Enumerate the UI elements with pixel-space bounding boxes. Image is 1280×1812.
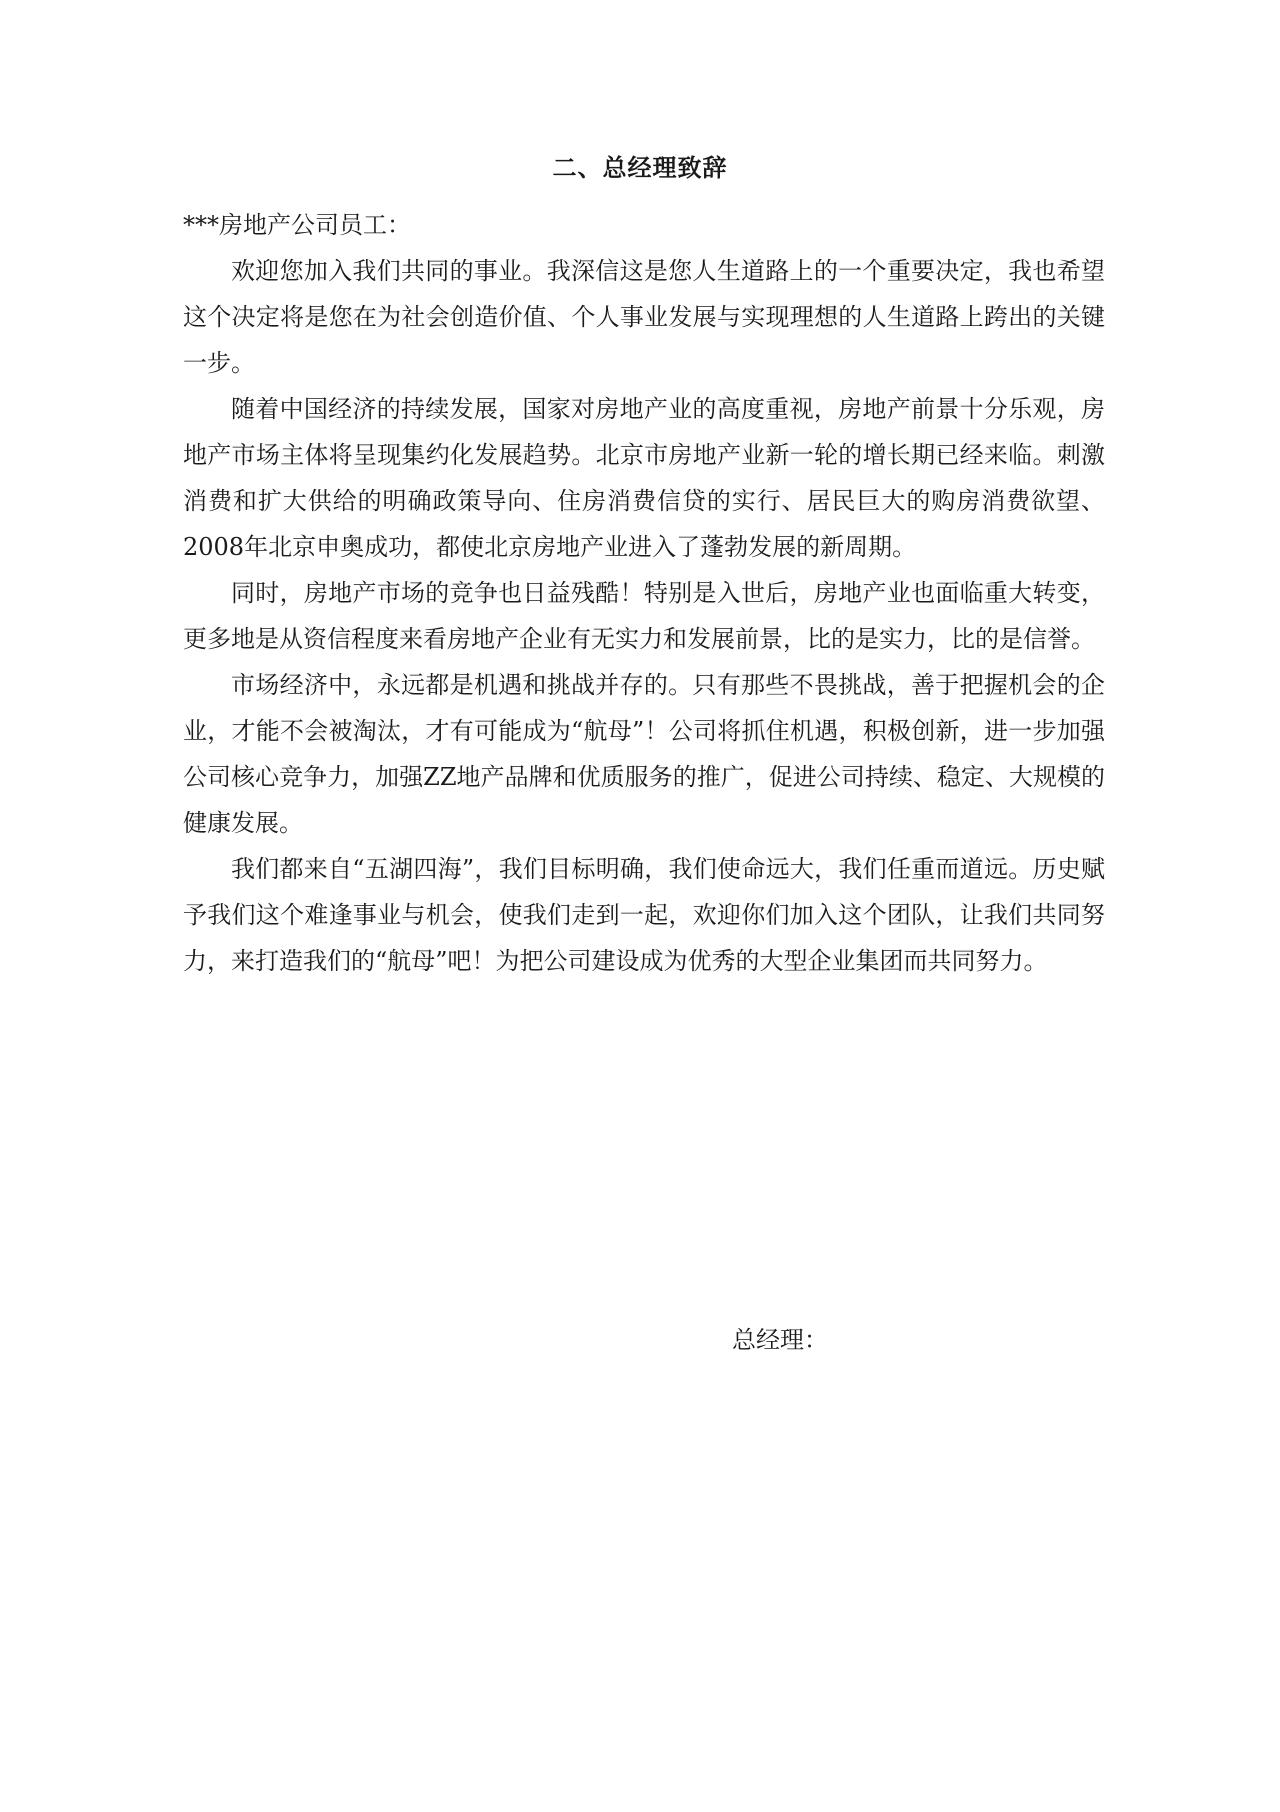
signature-label: 总经理： xyxy=(732,1326,828,1354)
letter-body xyxy=(183,202,1105,984)
paragraph-closing: 我们都来自“五湖四海”，我们目标明确，我们使命远大，我们任重而道远。历史赋予我们这个难逢事业与机会，使我们走到一起，欢迎你们加入这个团队，让我们共同努力，来打造我们的“航母”吧！为把公司建设成为优秀的大型企业集团而共同努力。 xyxy=(183,855,1105,975)
paragraph-competition: 同时，房地产市场的竞争也日益残酷！特别是入世后，房地产业也面临重大转变，更多地是从资信程度来看房地产企业有无实力和发展前景，比的是实力，比的是信誉。 xyxy=(183,579,1105,653)
salutation: ***房地产公司员工： xyxy=(183,211,411,239)
paragraph-development: 随着中国经济的持续发展，国家对房地产业的高度重视，房地产前景十分乐观，房地产市场主体将呈现集约化发展趋势。北京市房地产业新一轮的增长期已经来临。刺激消费和扩大供给的明确政策导向、住房消费信贷的实行、居民巨大的购房消费欲望、2008年北京申奥成功，都使北京房地产业进入了蓬勃发展的新周期。 xyxy=(183,395,1105,561)
paragraph-welcome: 欢迎您加入我们共同的事业。我深信这是您人生道路上的一个重要决定，我也希望这个决定将是您在为社会创造价值、个人事业发展与实现理想的人生道路上跨出的关键一步。 xyxy=(183,257,1105,377)
paragraph-opportunity: 市场经济中，永远都是机遇和挑战并存的。只有那些不畏挑战，善于把握机会的企业，才能不会被淘汰，才有可能成为“航母”！公司将抓住机遇，积极创新，进一步加强公司核心竞争力，加强ZZ地产品牌和优质服务的推广，促进公司持续、稳定、大规模的健康发展。 xyxy=(183,671,1105,837)
page-title: 二、总经理致辞 xyxy=(552,154,728,182)
